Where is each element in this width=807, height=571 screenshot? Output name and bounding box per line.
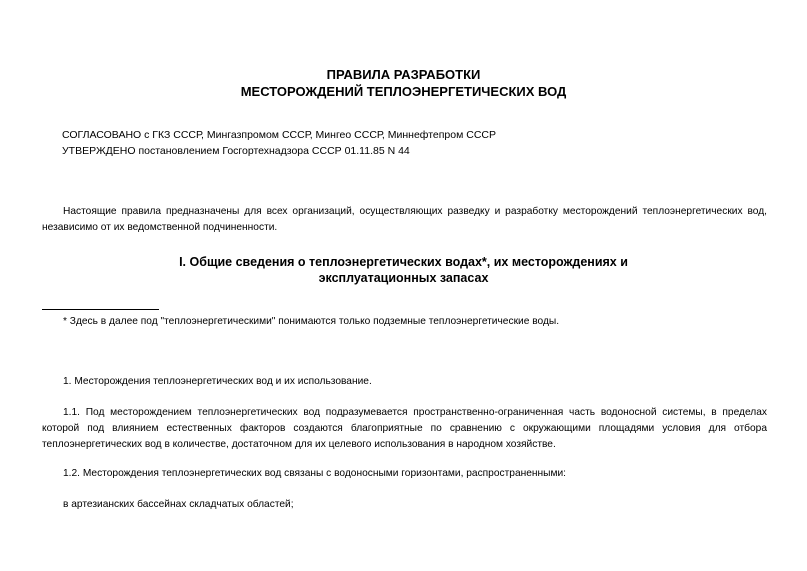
item-1-2-paragraph: 1.2. Месторождения теплоэнергетических вод связаны с водоносными горизонтами, распространенными:	[63, 468, 566, 479]
item-1-paragraph: 1. Месторождения теплоэнергетических вод и их использование.	[63, 376, 372, 387]
section-heading-line-1: I. Общие сведения о теплоэнергетических водах*, их месторождениях и	[179, 255, 628, 269]
title-line-2: МЕСТОРОЖДЕНИЙ ТЕПЛОЭНЕРГЕТИЧЕСКИХ ВОД	[240, 84, 567, 99]
intro-paragraph: Настоящие правила предназначены для всех организаций, осуществляющих разведку и разработку месторождений теплоэнергетических вод, независимо от их ведомственной подчиненности.	[42, 206, 767, 233]
approved-by-line: СОГЛАСОВАНО с ГКЗ СССР, Мингазпромом СССР, Мингео СССР, Миннефтепром СССР	[62, 129, 496, 141]
footnote-divider	[42, 309, 159, 310]
section-heading-line-2: эксплуатационных запасах	[318, 271, 489, 285]
approval-block	[62, 127, 496, 159]
section-heading	[0, 254, 807, 286]
footnote: * Здесь в далее под "теплоэнергетическими" понимаются только подземные теплоэнергетические воды.	[63, 316, 560, 327]
title-line-1: ПРАВИЛА РАЗРАБОТКИ	[326, 67, 481, 82]
item-1-2-a-paragraph: в артезианских бассейнах складчатых областей;	[63, 499, 294, 510]
item-1-1-paragraph: 1.1. Под месторождением теплоэнергетических вод подразумевается пространственно-ограниченная часть водоносной системы, в пределах которой под влиянием естественных факторов создаются благоприятные по сравнению с окружающими площадями условия для отбора теплоэнергетических вод в количестве, достаточном для их целевого использования в народном хозяйстве.	[42, 407, 767, 450]
ratified-by-line: УТВЕРЖДЕНО постановлением Госгортехнадзора СССР 01.11.85 N 44	[62, 145, 410, 157]
document-title	[0, 66, 807, 100]
